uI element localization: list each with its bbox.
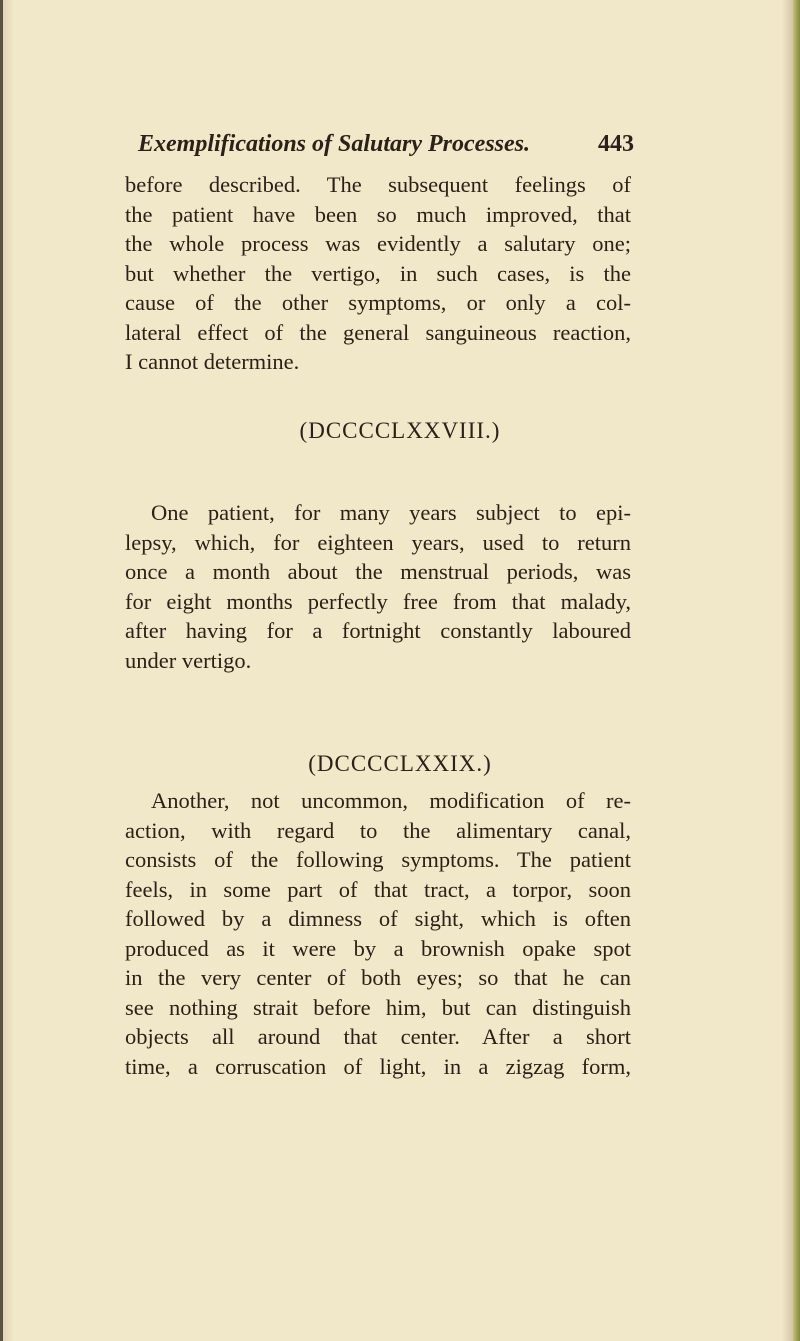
text-line: see nothing strait before him, but can distinguish (125, 994, 631, 1020)
text-line: feels, in some part of that tract, a torpor, soon (125, 876, 631, 902)
text-line: lepsy, which, for eighteen years, used to return (125, 529, 631, 555)
text-line: once a month about the menstrual periods, was (125, 559, 631, 584)
page-right-edge (793, 0, 800, 1341)
section-dcccclxxviii-paragraph (125, 498, 631, 675)
text-line: lateral effect of the general sanguineous reaction, (125, 319, 631, 345)
text-line: produced as it were by a brownish opake spot (125, 935, 631, 961)
section-heading-dcccclxxix: (DCCCCLXXIX.) (308, 751, 492, 776)
text-line: under vertigo. (125, 647, 252, 673)
text-line: followed by a dimness of sight, which is often (125, 906, 631, 931)
text-line: cause of the other symptoms, or only a col- (125, 290, 631, 315)
text-line: after having for a fortnight constantly laboured (125, 618, 631, 643)
page-number: 443 (598, 131, 634, 157)
text-line: for eight months perfectly free from that malady, (125, 588, 631, 614)
text-line: the whole process was evidently a salutary one; (125, 231, 631, 256)
section-heading-dcccclxxviii: (DCCCCLXXVIII.) (299, 418, 501, 443)
running-title: Exemplifications of Salutary Processes. (138, 131, 530, 157)
section-dcccclxxix-paragraph (125, 786, 631, 1081)
page-left-edge (0, 0, 3, 1341)
running-header (138, 128, 634, 160)
text-line: but whether the vertigo, in such cases, is the (125, 260, 631, 286)
text-line: objects all around that center. After a short (125, 1024, 631, 1049)
text-line: the patient have been so much improved, that (125, 201, 631, 227)
text-line: I cannot determine. (125, 349, 300, 374)
text-line: action, with regard to the alimentary canal, (125, 817, 631, 843)
text-line: consists of the following symptoms. The patient (125, 847, 631, 872)
text-line: One patient, for many years subject to epi- (151, 500, 631, 525)
text-line: in the very center of both eyes; so that he can (125, 965, 631, 990)
text-line: time, a corruscation of light, in a zigzag form, (125, 1053, 631, 1079)
text-line: Another, not uncommon, modification of re- (151, 788, 631, 813)
text-line: before described. The subsequent feelings of (125, 172, 631, 197)
continuation-paragraph (125, 170, 631, 377)
